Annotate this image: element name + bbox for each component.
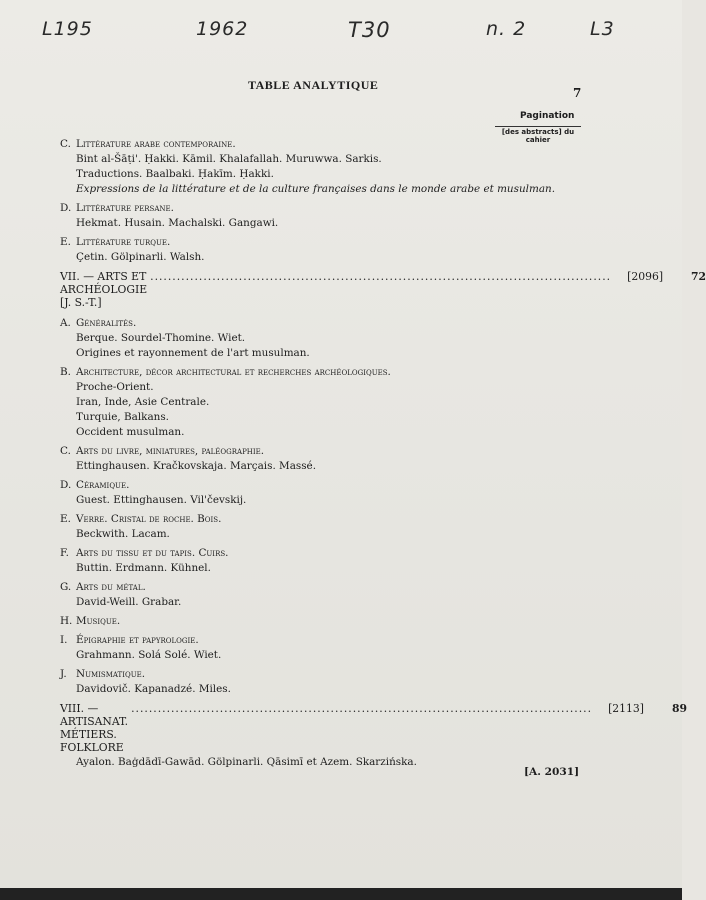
handwritten-note: n. 2 <box>486 18 527 40</box>
section-title: Verre. Cristal de roche. Bois. <box>76 513 222 525</box>
section-letter: A. <box>60 317 71 329</box>
section-title: Musique. <box>76 615 121 627</box>
footer-reference: [A. 2031] <box>524 766 580 778</box>
entry-line: Origines et rayonnement de l'art musulman. <box>76 347 310 359</box>
section-heading <box>60 615 590 628</box>
chapter-title: VIII. — ARTISANAT. MÉTIERS. FOLKLORE <box>60 702 129 754</box>
section-title: Arts du livre, miniatures, paléographie. <box>76 445 265 457</box>
section-title: Épigraphie et papyrologie. <box>76 634 199 646</box>
section-title: Architecture, décor architectural et recherches archéologiques. <box>76 366 391 378</box>
chapter-page: 89 <box>672 702 688 715</box>
section-letter: G. <box>60 581 72 593</box>
handwritten-note: T30 <box>348 18 391 42</box>
section-title: Numismatique. <box>76 668 146 680</box>
section-heading <box>60 445 590 458</box>
section-title: Littérature arabe contemporaine. <box>76 138 236 150</box>
toc-section <box>60 513 590 541</box>
handwritten-note: L195 <box>42 18 93 40</box>
entry-line: Guest. Ettinghausen. Vil'čevskij. <box>76 494 247 506</box>
entry-line: Davidovič. Kapanadzé. Miles. <box>76 683 231 695</box>
entry-line: Hekmat. Husain. Machalski. Gangawi. <box>76 217 279 229</box>
section-letter: B. <box>60 366 71 378</box>
section-heading <box>60 317 590 330</box>
entry-line: Traductions. Baalbaki. Ḥakīm. Ḥakki. <box>76 168 274 180</box>
handwritten-note: 1962 <box>196 18 249 40</box>
section-letter: D. <box>60 202 72 214</box>
section-title: Littérature persane. <box>76 202 174 214</box>
entry-line: Berque. Sourdel-Thomine. Wiet. <box>76 332 246 344</box>
section-letter: H. <box>60 615 73 627</box>
entry-line: Çetin. Gölpinarli. Walsh. <box>76 251 205 263</box>
toc-section <box>60 479 590 507</box>
section-entries <box>76 528 590 541</box>
toc-section <box>60 581 590 609</box>
section-heading <box>60 668 590 681</box>
chapter-heading <box>60 270 706 309</box>
toc-section <box>60 317 590 360</box>
section-title: Arts du tissu et du tapis. Cuirs. <box>76 547 229 559</box>
toc-section <box>60 615 590 628</box>
section-title: Céramique. <box>76 479 130 491</box>
entry-line: David-Weill. Grabar. <box>76 596 182 608</box>
chapter-heading <box>60 702 688 754</box>
toc-section <box>60 236 590 264</box>
section-letter: E. <box>60 513 71 525</box>
entry-line: Beckwith. Lacam. <box>76 528 170 540</box>
section-heading <box>60 513 590 526</box>
section-entries <box>76 649 590 662</box>
entry-line: Expressions de la littérature et de la culture françaises dans le monde arabe et musulman. <box>76 183 556 195</box>
toc-section <box>60 547 590 575</box>
leader-dots: ........................................................................................................ <box>150 270 612 283</box>
entry-line: Bint al-Šāṭi'. Ḥakki. Kāmil. Khalafallah. Muruwwa. Sarkis. <box>76 153 382 165</box>
section-entries <box>76 562 590 575</box>
entry-line: Occident musulman. <box>76 426 185 438</box>
section-heading <box>60 479 590 492</box>
entry-line: Ettinghausen. Kračkovskaja. Marçais. Massé. <box>76 460 316 472</box>
handwritten-note: L3 <box>590 18 615 40</box>
section-heading <box>60 138 590 151</box>
table-of-contents <box>60 138 706 769</box>
section-heading <box>60 634 590 647</box>
section-entries <box>76 596 590 609</box>
section-heading <box>60 366 590 379</box>
art-sections <box>60 317 590 696</box>
section-heading <box>60 236 590 249</box>
chapter-ref: [2096] <box>627 270 664 283</box>
entry-line: Grahmann. Solá Solé. Wiet. <box>76 649 222 661</box>
section-entries <box>76 381 590 439</box>
section-letter: C. <box>60 138 71 150</box>
section-entries <box>76 217 590 230</box>
toc-section <box>60 202 590 230</box>
section-title: Généralités. <box>76 317 137 329</box>
chapter-ref: [2113] <box>608 702 644 715</box>
section-letter: F. <box>60 547 69 559</box>
scan-edge <box>0 888 682 900</box>
chapter-title: VII. — ARTS ET ARCHÉOLOGIE [J. S.-T.] <box>60 270 148 309</box>
section-title: Littérature turque. <box>76 236 171 248</box>
literature-sections <box>60 138 590 264</box>
section-heading <box>60 581 590 594</box>
section-letter: I. <box>60 634 68 646</box>
page-title: TABLE ANALYTIQUE <box>248 78 379 92</box>
pagination-label: Pagination <box>520 111 575 121</box>
section-title: Arts du métal. <box>76 581 146 593</box>
toc-section <box>60 366 590 439</box>
entry-line: Iran, Inde, Asie Centrale. <box>76 396 210 408</box>
leader-dots: ........................................................................................................ <box>131 702 593 715</box>
section-entries <box>76 251 590 264</box>
toc-section <box>60 445 590 473</box>
entry-line: Buttin. Erdmann. Kühnel. <box>76 562 211 574</box>
section-entries <box>76 332 590 360</box>
section-letter: E. <box>60 236 71 248</box>
chapter-entries <box>76 756 590 769</box>
section-entries <box>76 494 590 507</box>
entry-line: Ayalon. Baġdādī-Gawād. Gölpinarli. Qāsimī et Azem. Skarzińska. <box>76 756 417 768</box>
section-entries <box>76 683 590 696</box>
page-number: 7 <box>573 86 582 100</box>
entry-line: Turquie, Balkans. <box>76 411 169 423</box>
entry-line: Proche-Orient. <box>76 381 154 393</box>
section-heading <box>60 202 590 215</box>
pagination-sublabel: [des abstracts] du cahier <box>495 126 581 144</box>
toc-section <box>60 668 590 696</box>
section-letter: C. <box>60 445 71 457</box>
toc-section <box>60 634 590 662</box>
section-entries <box>76 460 590 473</box>
section-heading <box>60 547 590 560</box>
chapter-page: 72 <box>691 270 706 283</box>
section-entries <box>76 153 590 196</box>
section-letter: J. <box>60 668 67 680</box>
section-letter: D. <box>60 479 72 491</box>
toc-section <box>60 138 590 196</box>
